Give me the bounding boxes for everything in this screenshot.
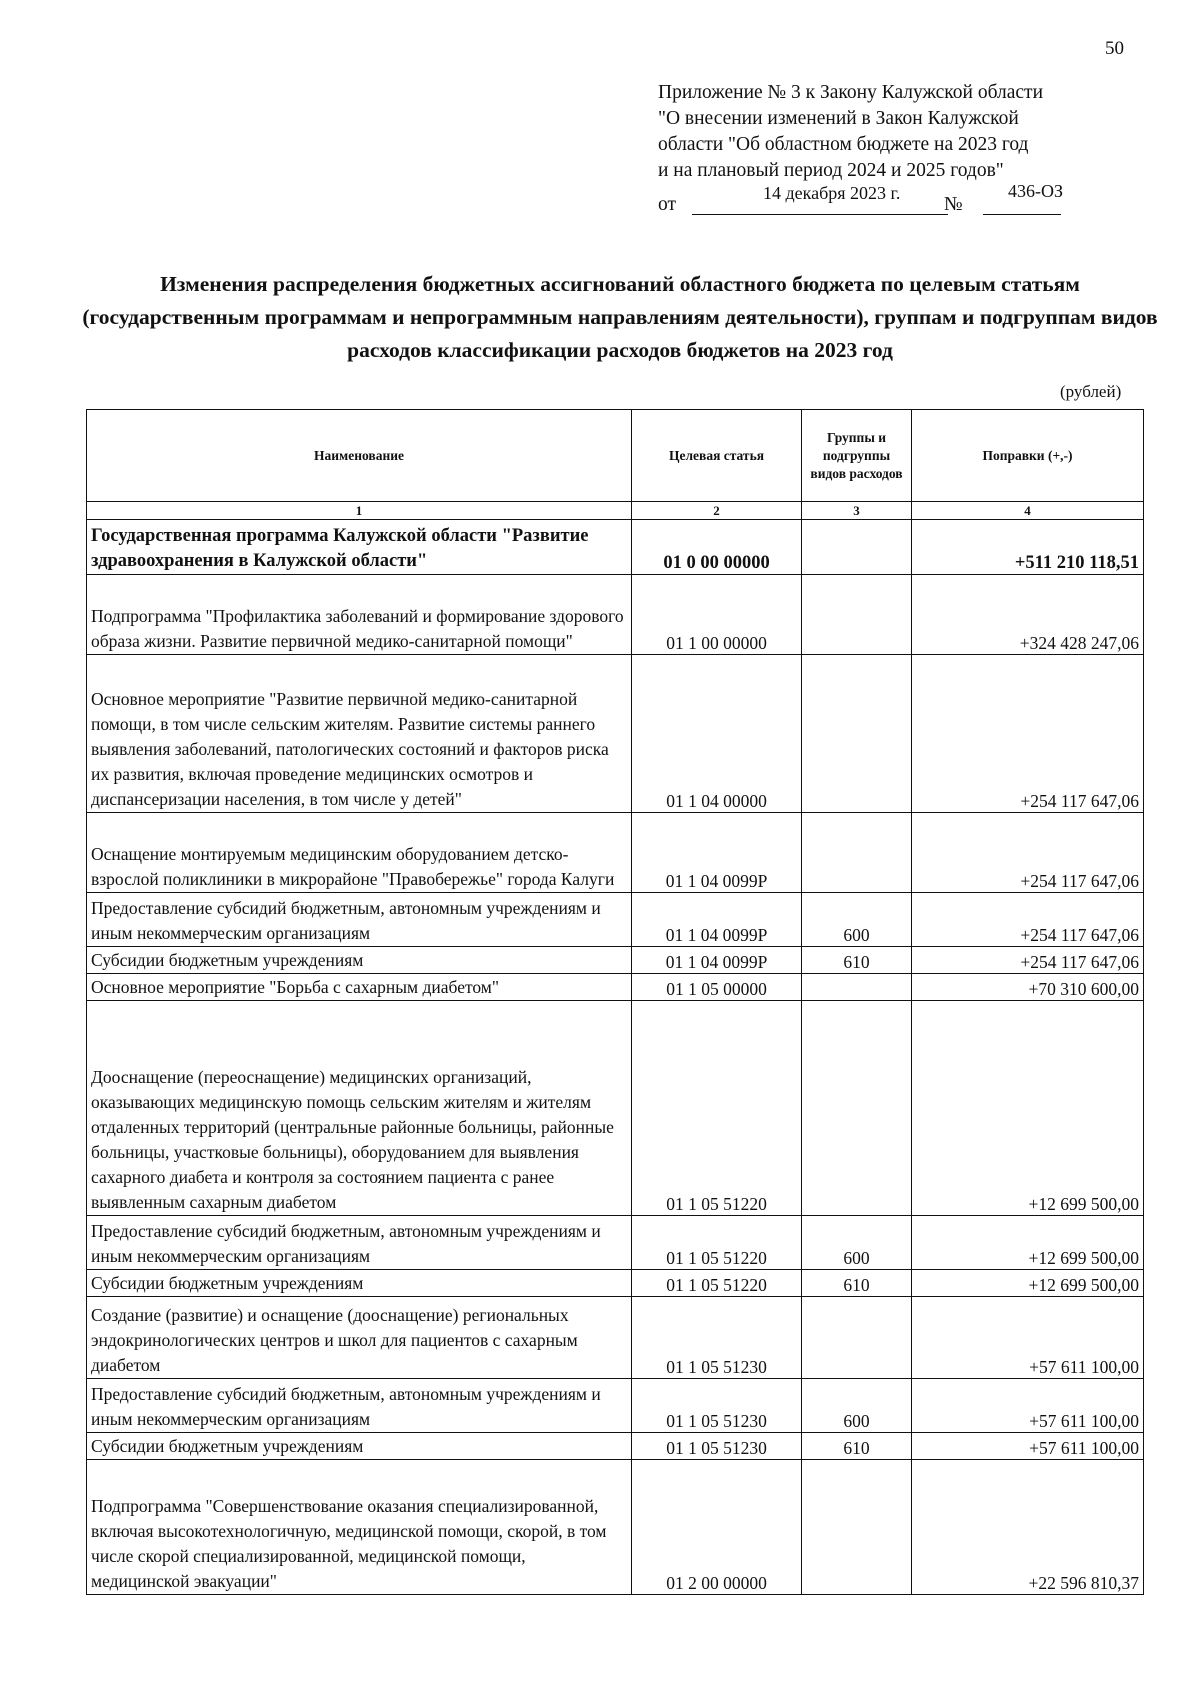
row-group — [802, 813, 912, 893]
row-code: 01 1 05 51220 — [632, 1001, 802, 1216]
law-number: 436-ОЗ — [1008, 181, 1064, 201]
row-amount: +57 611 100,00 — [912, 1297, 1144, 1379]
row-group — [802, 974, 912, 1001]
row-group — [802, 655, 912, 813]
row-amount: +22 596 810,37 — [912, 1460, 1144, 1595]
appendix-header — [658, 80, 1128, 216]
appendix-line: и на плановый период 2024 и 2025 годов" — [658, 160, 1004, 181]
row-group: 610 — [802, 947, 912, 974]
row-amount: +511 210 118,51 — [912, 520, 1144, 575]
row-name: Предоставление субсидий бюджетным, автономным учреждениям и иным некоммерческим организациям — [87, 893, 632, 947]
document-title: Изменения распределения бюджетных ассигнований областного бюджета по целевым статьям (государственным программам и непрограммным направлениям деятельности), группам и подгруппам видов расходов классификации расходов бюджетов на 2023 год — [82, 272, 1158, 362]
table-row — [87, 1001, 1144, 1216]
row-group: 610 — [802, 1270, 912, 1297]
row-code: 01 1 05 00000 — [632, 974, 802, 1001]
header-name: Наименование — [87, 410, 632, 502]
row-code: 01 1 05 51220 — [632, 1216, 802, 1270]
row-amount: +324 428 247,06 — [912, 575, 1144, 655]
row-name: Основное мероприятие "Борьба с сахарным диабетом" — [87, 974, 632, 1001]
table-row — [87, 1433, 1144, 1460]
row-name: Подпрограмма "Профилактика заболеваний и формирование здорового образа жизни. Развитие первичной медико-санитарной помощи" — [87, 575, 632, 655]
row-amount: +254 117 647,06 — [912, 813, 1144, 893]
row-code: 01 1 04 0099Р — [632, 813, 802, 893]
row-group: 600 — [802, 893, 912, 947]
row-name: Предоставление субсидий бюджетным, автономным учреждениям и иным некоммерческим организациям — [87, 1379, 632, 1433]
row-name: Создание (развитие) и оснащение (дооснащение) региональных эндокринологических центров и школ для пациентов с сахарным диабетом — [87, 1297, 632, 1379]
row-amount: +12 699 500,00 — [912, 1001, 1144, 1216]
column-number-row — [87, 502, 1144, 520]
column-number: 3 — [802, 502, 912, 520]
row-group: 610 — [802, 1433, 912, 1460]
row-name: Предоставление субсидий бюджетным, автономным учреждениям и иным некоммерческим организациям — [87, 1216, 632, 1270]
appendix-line: Приложение № 3 к Закону Калужской области — [658, 82, 1044, 103]
law-date-number-row — [658, 181, 1128, 216]
row-group: 600 — [802, 1379, 912, 1433]
table-row — [87, 1216, 1144, 1270]
row-code: 01 1 05 51230 — [632, 1379, 802, 1433]
row-amount: +57 611 100,00 — [912, 1433, 1144, 1460]
row-code: 01 1 04 00000 — [632, 655, 802, 813]
row-group: 600 — [802, 1216, 912, 1270]
number-underline — [983, 214, 1061, 215]
row-amount: +12 699 500,00 — [912, 1216, 1144, 1270]
row-group — [802, 1001, 912, 1216]
row-name: Дооснащение (переоснащение) медицинских организаций, оказывающих медицинскую помощь сельским жителям и жителям отдаленных территорий (центральные районные больницы, районные больницы, участковые больницы), оборудованием для выявления сахарного диабета и контроля за состоянием пациента с ранее выявленным сахарным диабетом — [87, 1001, 632, 1216]
row-amount: +254 117 647,06 — [912, 893, 1144, 947]
row-amount: +254 117 647,06 — [912, 655, 1144, 813]
row-amount: +254 117 647,06 — [912, 947, 1144, 974]
row-group — [802, 1460, 912, 1595]
row-code: 01 1 05 51230 — [632, 1433, 802, 1460]
table-row — [87, 893, 1144, 947]
row-group — [802, 575, 912, 655]
row-code: 01 1 05 51230 — [632, 1297, 802, 1379]
row-code: 01 1 05 51220 — [632, 1270, 802, 1297]
from-label: от — [658, 194, 677, 215]
row-code: 01 0 00 00000 — [632, 520, 802, 575]
column-number: 2 — [632, 502, 802, 520]
row-amount: +57 611 100,00 — [912, 1379, 1144, 1433]
row-code: 01 1 04 0099Р — [632, 947, 802, 974]
row-name: Субсидии бюджетным учреждениям — [87, 1270, 632, 1297]
table-row — [87, 520, 1144, 575]
table-row — [87, 1460, 1144, 1595]
table-row — [87, 813, 1144, 893]
budget-table — [86, 409, 1144, 1595]
header-code: Целевая статья — [632, 410, 802, 502]
header-row — [87, 410, 1144, 502]
row-amount: +70 310 600,00 — [912, 974, 1144, 1001]
row-name: Субсидии бюджетным учреждениям — [87, 947, 632, 974]
header-group: Группы и подгруппы видов расходов — [802, 410, 912, 502]
row-code: 01 2 00 00000 — [632, 1460, 802, 1595]
column-number: 4 — [912, 502, 1144, 520]
row-amount: +12 699 500,00 — [912, 1270, 1144, 1297]
column-number: 1 — [87, 502, 632, 520]
row-name: Государственная программа Калужской области "Развитие здравоохранения в Калужской области" — [87, 520, 632, 575]
table-row — [87, 575, 1144, 655]
header-amount: Поправки (+,-) — [912, 410, 1144, 502]
table-row — [87, 1379, 1144, 1433]
row-name: Субсидии бюджетным учреждениям — [87, 1433, 632, 1460]
row-name: Основное мероприятие "Развитие первичной медико-санитарной помощи, в том числе сельским жителям. Развитие системы раннего выявления заболеваний, патологических состояний и факторов риска их развития, включая проведение медицинских осмотров и диспансеризации населения, в том числе у детей" — [87, 655, 632, 813]
number-label: № — [944, 194, 963, 215]
page-number: 50 — [1105, 38, 1124, 59]
units-label: (рублей) — [1060, 382, 1122, 401]
appendix-line: "О внесении изменений в Закон Калужской — [658, 108, 1019, 129]
row-code: 01 1 00 00000 — [632, 575, 802, 655]
table-row — [87, 947, 1144, 974]
row-code: 01 1 04 0099Р — [632, 893, 802, 947]
table-row — [87, 974, 1144, 1001]
law-date: 14 декабря 2023 г. — [763, 183, 901, 203]
table-row — [87, 1297, 1144, 1379]
date-underline — [692, 214, 948, 215]
row-name: Оснащение монтируемым медицинским оборудованием детско-взрослой поликлиники в микрорайоне "Правобережье" города Калуги — [87, 813, 632, 893]
table-row — [87, 1270, 1144, 1297]
appendix-line: области "Об областном бюджете на 2023 год — [658, 134, 1029, 155]
table-row — [87, 655, 1144, 813]
row-name: Подпрограмма "Совершенствование оказания специализированной, включая высокотехнологичную, медицинской помощи, скорой, в том числе скорой специализированной, медицинской помощи, медицинской эвакуации" — [87, 1460, 632, 1595]
row-group — [802, 520, 912, 575]
row-group — [802, 1297, 912, 1379]
